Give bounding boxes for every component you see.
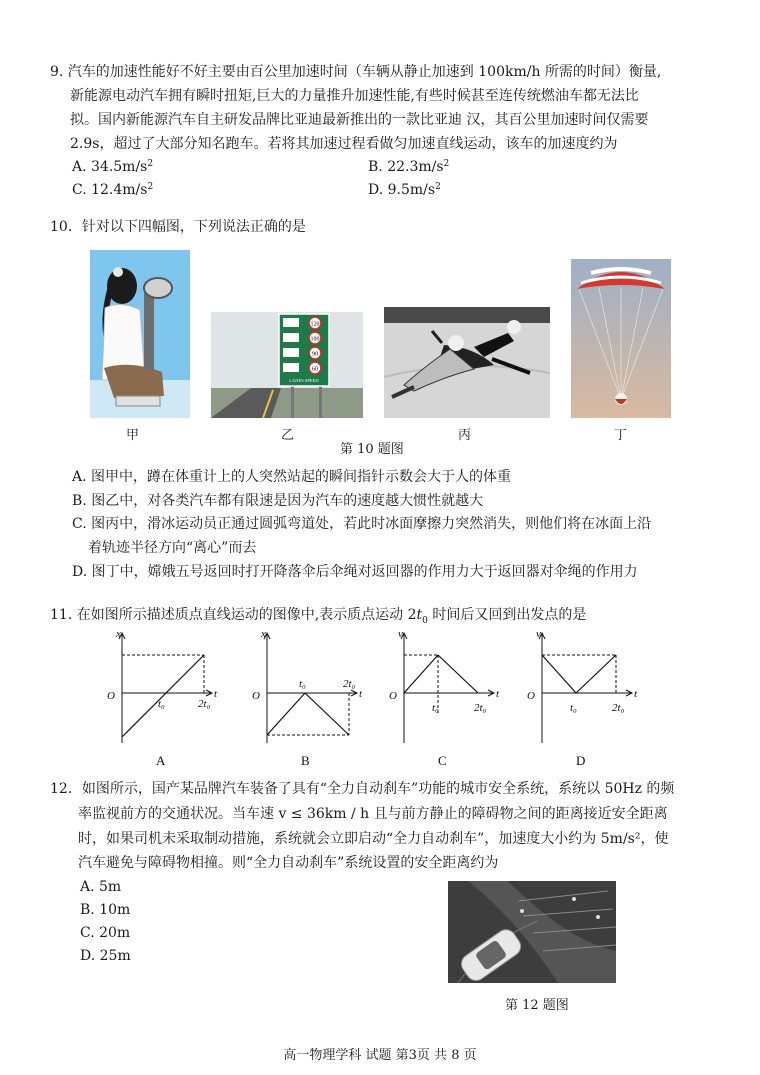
q9-line-1: 9. 汽车的加速性能好不好主要由百公里加速时间（车辆从静止加速到 100km/h 所需的时间）衡量, — [50, 64, 662, 80]
sign-value-120: 120 — [310, 321, 320, 328]
figure-yi-photo — [211, 312, 363, 418]
t2-label: 2t₀ — [198, 698, 211, 710]
q10-option-c: C. 图丙中，滑冰运动员正通过圆弧弯道处，若此时冰面摩擦力突然消失，则他们将在冰面上沿 — [72, 516, 652, 532]
graph-line — [122, 655, 204, 737]
sign-value-60: 60 — [312, 366, 318, 373]
figure-ding-photo — [571, 259, 671, 418]
t2-label: 2t₀ — [343, 678, 356, 690]
origin-label: O — [389, 690, 397, 702]
y-axis-label: x — [261, 628, 266, 640]
q9-line-4: 2.9s，超过了大部分知名跑车。若将其加速过程看做匀加速直线运动，该车的加速度约为 — [70, 136, 618, 152]
q12-line-3: 时，如果司机未采取制动措施，系统就会立即启动“全力自动刹车”，加速度大小约为 5m/s²，使 — [78, 831, 669, 847]
t0-label: t₀ — [299, 678, 306, 690]
x-axis-label: t — [359, 688, 363, 700]
figure-10-caption: 第 10 题图 — [340, 442, 404, 457]
q12-option-c: C. 20m — [80, 925, 131, 941]
q9-option-a: A. $34.5m/s^2$ — [72, 159, 154, 175]
graph-up — [404, 655, 438, 693]
x-axis-label: t — [214, 688, 218, 700]
figure-jia-photo — [90, 250, 190, 418]
graph-option-label: D — [576, 753, 586, 768]
t2-label: 2t₀ — [474, 702, 487, 714]
q10-stem: 10．针对以下四幅图，下列说法正确的是 — [50, 219, 306, 235]
q9-line-2: 新能源电动汽车拥有瞬时扭矩,巨大的力量推升加速性能,有些时候甚至连传统燃油车都无法比 — [70, 88, 639, 104]
q10-option-d: D. 图丁中，嫦娥五号返回时打开降落伞后伞绳对返回器的作用力大于返回器对伞绳的作用力 — [72, 564, 638, 580]
y-axis-label: x — [116, 628, 121, 640]
q12-option-a: A. 5m — [80, 879, 122, 895]
page-footer: 高一物理学科 试题 第3页 共 8 页 — [283, 1048, 477, 1063]
q10-option-a: A. 图甲中，蹲在体重计上的人突然站起的瞬间指针示数会大于人的体重 — [72, 469, 512, 485]
y-axis-label: v — [536, 628, 541, 640]
q12-line-4: 汽车避免与障碍物相撞。则“全力自动刹车”系统设置的安全距离约为 — [78, 855, 499, 871]
x-axis-label: t — [634, 688, 638, 700]
graph-B — [245, 625, 370, 774]
t0-label: t₀ — [570, 702, 577, 714]
q10-option-b: B. 图乙中，对各类汽车都有限速是因为汽车的速度越大惯性就越大 — [72, 493, 484, 509]
figure-bing-caption: 丙 — [458, 428, 472, 443]
figure-bing-photo — [384, 307, 550, 418]
graph-option-label: A — [156, 753, 166, 768]
graph-down — [438, 655, 478, 693]
q12-option-d: D. 25m — [80, 948, 131, 964]
graph-option-label: B — [301, 753, 310, 768]
origin-label: O — [252, 690, 260, 702]
q9-option-d: D. $9.5m/s^2$ — [368, 182, 441, 198]
graph-D — [520, 625, 645, 774]
q9-line-3: 拟。国内新能源汽车自主研发品牌比亚迪最新推出的一款比亚迪 汉，其百公里加速时间仅需要 — [70, 112, 649, 128]
q9-option-b: B. $22.3m/s^2$ — [368, 159, 450, 175]
figure-12-caption: 第 12 题图 — [505, 998, 569, 1013]
t0-label: t₀ — [158, 698, 165, 710]
sign-value-100: 100 — [310, 336, 320, 343]
y-axis-label: v — [398, 628, 403, 640]
sign-footer-text: LANES SPEED — [289, 378, 319, 383]
figure-12-photo — [448, 881, 616, 983]
sign-value-90: 90 — [312, 351, 318, 358]
q9-option-c: C. $12.4m/s^2$ — [72, 182, 154, 198]
q11-stem: 11. 在如图所示描述质点直线运动的图像中,表示质点运动 $2t_0$ 时间后又回到出发点的是 — [50, 607, 587, 626]
q12-line-2: 率监视前方的交通状况。当车速 v ≤ 36km / h 且与前方静止的障碍物之间的距离接近安全距离 — [78, 806, 668, 822]
graph-C — [382, 625, 507, 774]
graph-down — [542, 655, 576, 693]
t2-label: 2t₀ — [612, 702, 625, 714]
graph-down — [305, 693, 349, 735]
q12-line-1: 12．如图所示，国产某品牌汽车装备了具有“全力自动刹车”功能的城市安全系统，系统以 50Hz 的频 — [50, 781, 675, 797]
q10-option-c-cont: 着轨迹半径方向“离心”而去 — [88, 540, 257, 556]
x-axis-label: t — [496, 688, 500, 700]
graph-A — [100, 625, 225, 774]
graph-up — [576, 655, 616, 693]
graph-option-label: C — [438, 753, 447, 768]
q12-option-b: B. 10m — [80, 902, 131, 918]
origin-label: O — [107, 690, 115, 702]
figure-yi-caption: 乙 — [281, 428, 295, 443]
origin-label: O — [527, 690, 535, 702]
figure-jia-caption: 甲 — [126, 428, 140, 443]
graph-up — [267, 693, 305, 735]
figure-ding-caption: 丁 — [614, 428, 628, 443]
t0-label: t₀ — [432, 702, 439, 714]
